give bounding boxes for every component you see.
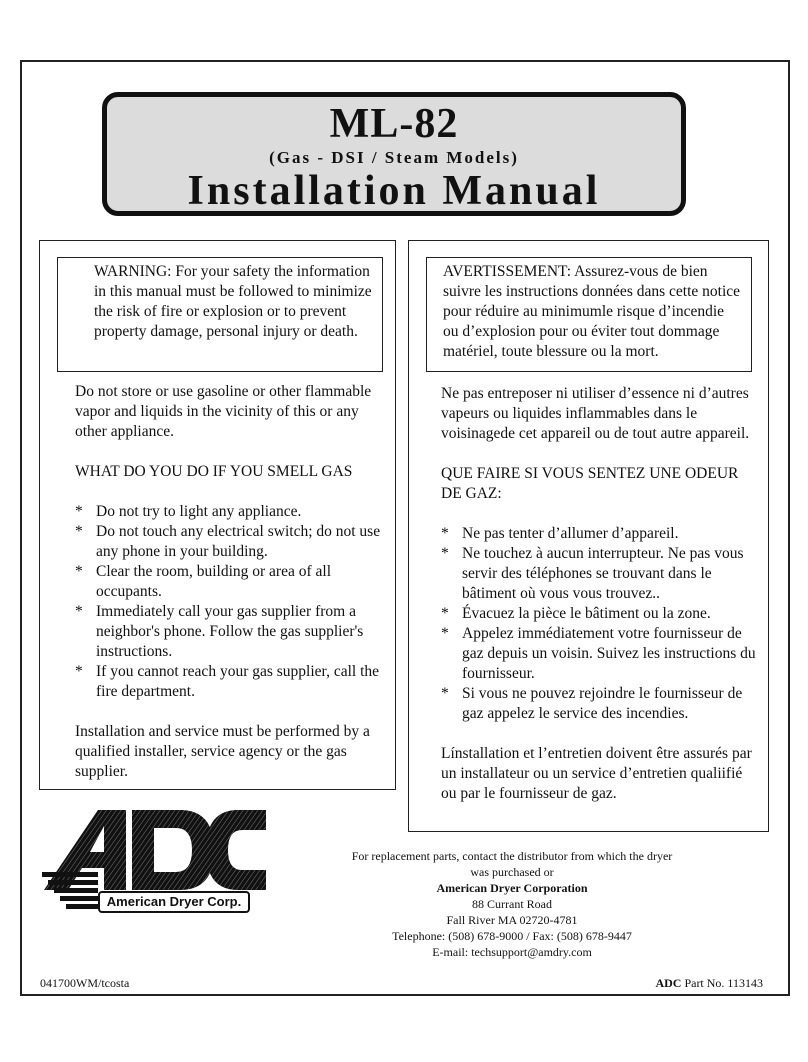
- registered-mark: ®: [258, 882, 265, 892]
- gas-heading-fr: QUE FAIRE SI VOUS SENTEZ UNE ODEUR DE GAZ:: [441, 465, 739, 502]
- manual-title: Installation Manual: [187, 168, 601, 214]
- email: E-mail: techsupport@amdry.com: [432, 945, 592, 959]
- flammable-notice-en: Do not store or use gasoline or other flammable vapor and liquids in the vicinity of this or any other appliance.: [75, 383, 372, 440]
- bullet-star: *: [75, 523, 83, 540]
- list-item: * If you cannot reach your gas supplier, call the fire department.: [75, 663, 380, 700]
- bullet-star: *: [441, 525, 449, 542]
- part-number: ADC Part No. 113143: [655, 976, 763, 990]
- bullet-star: *: [75, 663, 83, 680]
- bullet-star: *: [75, 603, 83, 620]
- gas-steps-fr: [441, 524, 757, 724]
- list-item: * Si vous ne pouvez rejoindre le fournisseur de gaz appelez le service des incendies.: [441, 685, 743, 722]
- model-title: ML-82: [329, 101, 459, 147]
- list-item: * Do not touch any electrical switch; do not use any phone in your building.: [75, 523, 381, 560]
- english-body: [75, 382, 385, 802]
- list-item: * Immediately call your gas supplier from a neighbor's phone. Follow the gas supplier's instructions.: [75, 603, 364, 660]
- list-item: * Clear the room, building or area of all occupants.: [75, 563, 332, 600]
- list-item: * Évacuez la pièce le bâtiment ou la zone.: [441, 605, 711, 622]
- bullet-star: *: [441, 605, 449, 622]
- gas-heading-en: WHAT DO YOU DO IF YOU SMELL GAS: [75, 463, 353, 480]
- logo-letter-c: [206, 810, 266, 890]
- address-line: 88 Currant Road: [472, 897, 552, 911]
- installation-notice-fr: Línstallation et l’entretien doivent être assurés par un installateur ou un service d’entretien qualiifié ou par le fournisseur de gaz.: [441, 745, 752, 802]
- logo-letter-d: [132, 810, 214, 890]
- company-name: American Dryer Corporation: [436, 881, 588, 895]
- logo-letter-a: [44, 810, 126, 890]
- logo-wordmark: American Dryer Corp.: [98, 891, 250, 913]
- contact-info: For replacement parts, contact the distributor from which the dryer was purchased or American Dryer Corporation 88 Currant Road Fall River MA 02720-4781 Telephone: (508) 678-9000 / Fax: (508) 678-9447 E-mail: techsupport@amdry.com: [330, 848, 694, 960]
- bullet-star: *: [441, 625, 449, 642]
- bullet-star: *: [441, 545, 449, 562]
- flammable-notice-fr: Ne pas entreposer ni utiliser d’essence ni d’autres vapeurs ou liquides inflammables dans le voisinagede cet appareil ou de tout autre appareil.: [441, 385, 750, 442]
- list-item: * Appelez immédiatement votre fournisseur de gaz depuis un voisin. Suivez les instructions du fournisseur.: [441, 625, 756, 682]
- warning-box-fr: AVERTISSEMENT: Assurez-vous de bien suivre les instructions données dans cette notice pour réduire au minimumle risque d’incendie ou d’explosion pour ou éviter tout dommage matériel, toute blessure ou la mort.: [426, 257, 752, 372]
- address-line: Fall River MA 02720-4781: [446, 913, 578, 927]
- model-subtitle: (Gas - DSI / Steam Models): [269, 148, 519, 167]
- gas-steps-en: [75, 502, 385, 702]
- bullet-star: *: [441, 685, 449, 702]
- installation-notice-en: Installation and service must be performed by a qualified installer, service agency or the gas supplier.: [75, 723, 370, 780]
- list-item: * Ne touchez à aucun interrupteur. Ne pas vous servir des téléphones se trouvant dans le bâtiment où vous vous trouvez..: [441, 545, 744, 602]
- document-code: 041700WM/tcosta: [40, 976, 130, 990]
- bullet-star: *: [75, 503, 83, 520]
- bullet-star: *: [75, 563, 83, 580]
- french-body: [441, 384, 757, 824]
- list-item: * Do not try to light any appliance.: [75, 503, 302, 520]
- title-box: [102, 92, 686, 216]
- list-item: * Ne pas tenter d’allumer d’appareil.: [441, 525, 679, 542]
- warning-box-en: WARNING: For your safety the information in this manual must be followed to minimize the risk of fire or explosion or to prevent property damage, personal injury or death.: [57, 257, 383, 372]
- phone-fax: Telephone: (508) 678-9000 / Fax: (508) 678-9447: [392, 929, 632, 943]
